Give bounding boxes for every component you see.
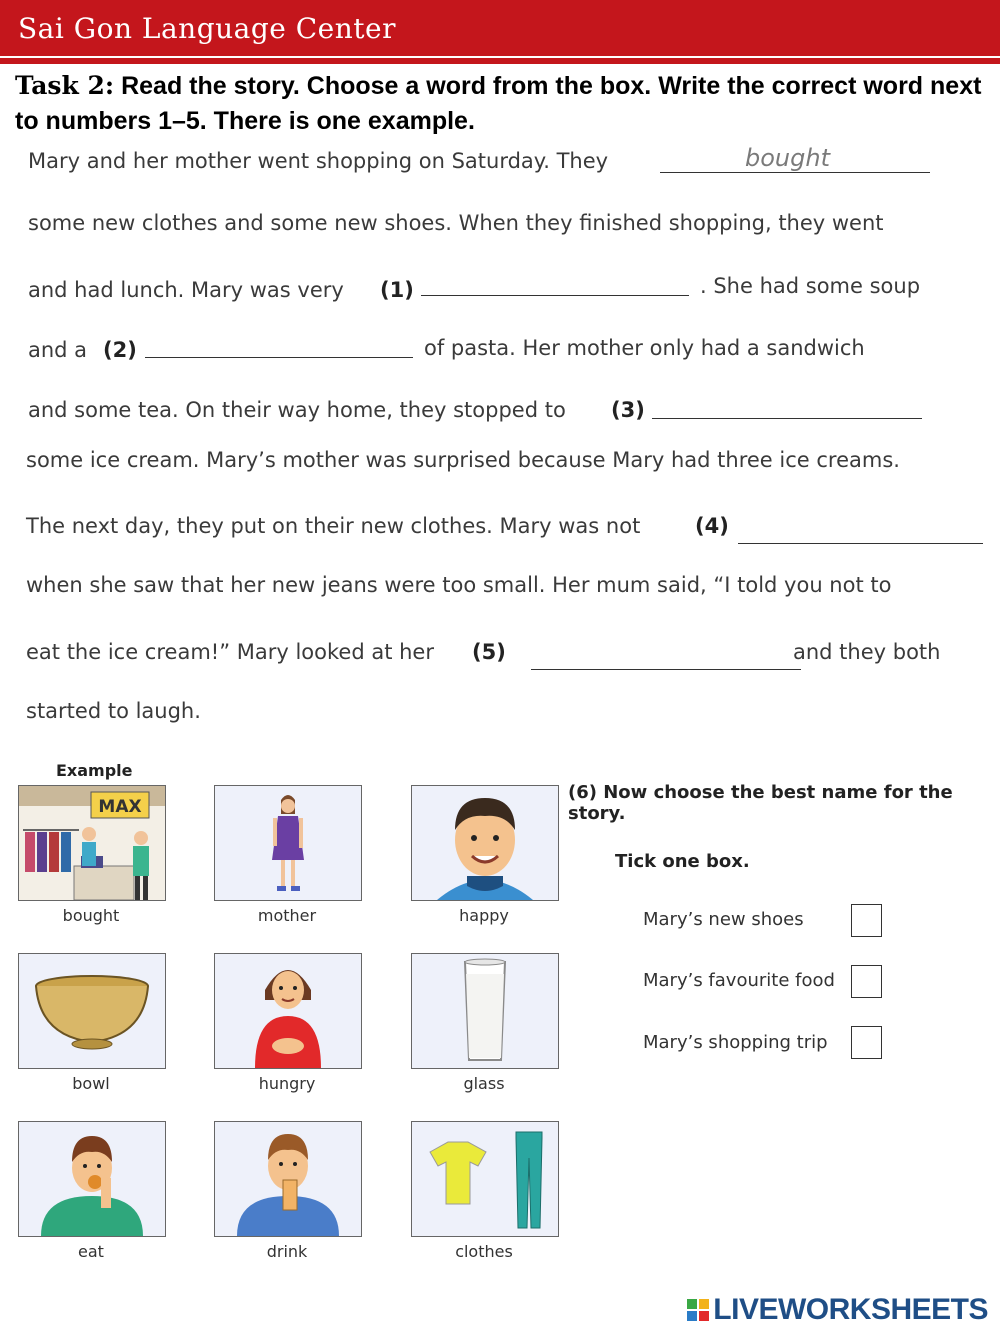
word-label-bought: bought (62, 906, 120, 925)
happy-boy-icon (412, 786, 558, 900)
word-label-eat: eat (78, 1242, 104, 1261)
picture-bought (18, 785, 166, 901)
svg-text:MAX: MAX (98, 797, 142, 817)
story-line-10: started to laugh. (26, 699, 201, 723)
story-line-4b: of pasta. Her mother only had a sandwich (424, 336, 865, 360)
clothes-icon (412, 1122, 558, 1236)
blank-line-2 (145, 357, 413, 358)
word-label-hungry: hungry (258, 1074, 316, 1093)
liveworksheets-logo (687, 1293, 988, 1327)
header-divider (0, 58, 1000, 64)
story-line-4a: and a (28, 338, 88, 362)
word-label-drink: drink (266, 1242, 308, 1261)
story-line-9b: and they both (793, 640, 941, 664)
story-line-9a: eat the ice cream!” Mary looked at her (26, 640, 434, 664)
blank-number-2: (2) (103, 338, 137, 362)
word-label-glass: glass (463, 1074, 505, 1093)
story-line-3b: . She had some soup (700, 274, 921, 298)
example-answer: bought (745, 144, 830, 172)
boy-drinking-icon (215, 1122, 361, 1236)
story-line-3a: and had lunch. Mary was very (28, 278, 344, 302)
bowl-icon (19, 954, 165, 1068)
blank-number-4: (4) (695, 514, 729, 538)
blank-line-1 (421, 295, 689, 296)
task-label: Task 2: (15, 71, 115, 100)
example-label: Example (56, 761, 133, 780)
word-label-mother: mother (257, 906, 317, 925)
answer-input-1[interactable] (421, 268, 693, 298)
story-line-8: when she saw that her new jeans were too small. Her mum said, “I told you not to (26, 573, 892, 597)
picture-hungry (214, 953, 362, 1069)
example-blank-line (660, 172, 930, 173)
header-bar (0, 0, 1000, 56)
word-label-bowl: bowl (72, 1074, 110, 1093)
picture-eat (18, 1121, 166, 1237)
picture-clothes (411, 1121, 559, 1237)
blank-number-5: (5) (472, 640, 506, 664)
story-line-6: some ice cream. Mary’s mother was surprised because Mary had three ice creams. (26, 448, 900, 472)
checkbox-favourite-food[interactable] (851, 965, 882, 998)
checkbox-shopping-trip[interactable] (851, 1026, 882, 1059)
glass-icon (412, 954, 558, 1068)
question-6-prompt: (6) Now choose the best name for the story. (568, 782, 953, 824)
blank-line-4 (738, 543, 983, 544)
checkbox-new-shoes[interactable] (851, 904, 882, 937)
liveworksheets-logo-icon (687, 1299, 709, 1321)
task-instruction (15, 68, 990, 139)
answer-input-4[interactable] (738, 514, 987, 544)
shop-scene-icon (19, 786, 165, 900)
answer-input-3[interactable] (652, 390, 926, 420)
picture-happy (411, 785, 559, 901)
word-label-clothes: clothes (455, 1242, 513, 1261)
word-label-happy: happy (459, 906, 509, 925)
boy-eating-icon (19, 1122, 165, 1236)
tick-instruction: Tick one box. (615, 851, 750, 872)
picture-bowl (18, 953, 166, 1069)
blank-number-3: (3) (611, 398, 645, 422)
blank-line-5 (531, 669, 801, 670)
story-line-5a: and some tea. On their way home, they stopped to (28, 398, 566, 422)
picture-mother (214, 785, 362, 901)
hungry-girl-icon (215, 954, 361, 1068)
header-title: Sai Gon Language Center (18, 12, 396, 45)
option-label-shopping-trip: Mary’s shopping trip (643, 1032, 828, 1053)
story-line-2: some new clothes and some new shoes. When they finished shopping, they went (28, 211, 884, 235)
woman-icon (215, 786, 361, 900)
blank-line-3 (652, 418, 922, 419)
story-line-1: Mary and her mother went shopping on Saturday. They (28, 149, 609, 173)
picture-glass (411, 953, 559, 1069)
answer-input-5[interactable] (531, 640, 805, 670)
logo-text: LIVEWORKSHEETS (713, 1293, 988, 1326)
blank-number-1: (1) (380, 278, 414, 302)
task-text: Read the story. Choose a word from the box. Write the correct word next to numbers 1–5. There is one example. (15, 72, 982, 135)
answer-input-2[interactable] (145, 328, 417, 358)
picture-drink (214, 1121, 362, 1237)
story-line-7a: The next day, they put on their new clothes. Mary was not (26, 514, 641, 538)
option-label-new-shoes: Mary’s new shoes (643, 909, 804, 930)
option-label-favourite-food: Mary’s favourite food (643, 970, 835, 991)
